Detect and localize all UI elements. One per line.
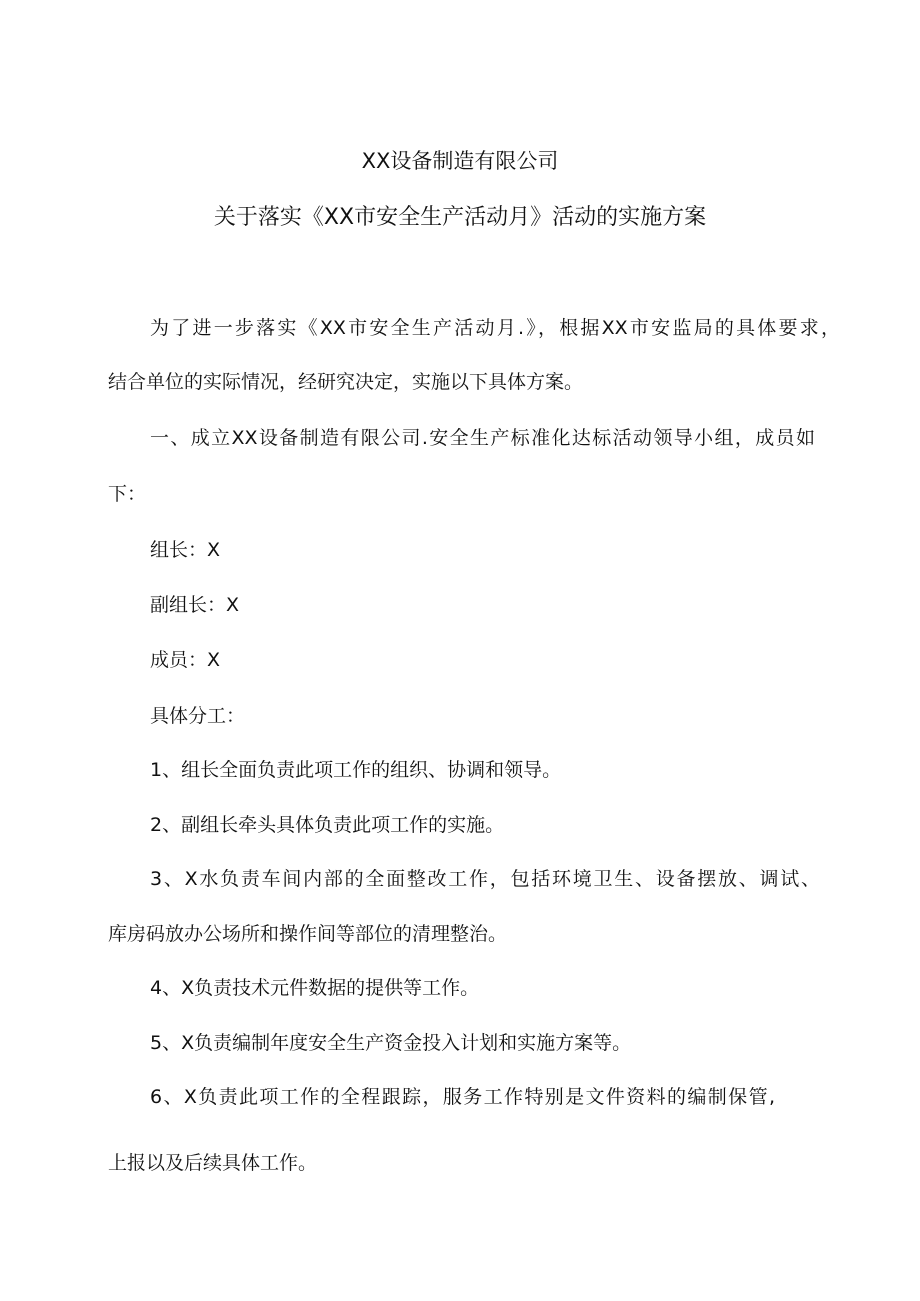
duty-item-3-line-2: 库房码放办公场所和操作间等部位的清理整治。 [108,923,508,945]
leader-role: 组长：X [150,539,221,561]
company-title: XX设备制造有限公司 [361,149,559,173]
duty-item-3-line-1: 3、X水负责车间内部的全面整改工作，包括环境卫生、设备摆放、调试、 [150,868,820,890]
intro-paragraph-line-2: 结合单位的实际情况，经研究决定，实施以下具体方案。 [108,371,584,393]
intro-paragraph-line-1: 为了进一步落实《XX市安全生产活动月.》，根据XX市安监局的具体要求， [150,317,840,339]
duty-item-5: 5、X负责编制年度安全生产资金投入计划和实施方案等。 [150,1032,632,1054]
duty-item-6-line-1: 6、X负责此项工作的全程跟踪，服务工作特别是文件资料的编制保管, [150,1086,775,1108]
section-1-line-1: 一、成立XX设备制造有限公司.安全生产标准化达标活动领导小组，成员如 [150,427,815,449]
duty-item-1: 1、组长全面负责此项工作的组织、协调和领导。 [150,759,562,781]
duty-item-6-line-2: 上报以及后续具体工作。 [108,1152,318,1174]
duty-item-2: 2、副组长牵头具体负责此项工作的实施。 [150,814,505,836]
deputy-leader-role: 副组长：X [150,594,240,616]
members-role: 成员：X [150,649,221,671]
duty-item-4: 4、X负责技术元件数据的提供等工作。 [150,977,480,999]
division-heading: 具体分工： [150,705,246,727]
section-1-line-2: 下： [108,483,147,505]
plan-title: 关于落实《XX市安全生产活动月》活动的实施方案 [213,205,707,230]
